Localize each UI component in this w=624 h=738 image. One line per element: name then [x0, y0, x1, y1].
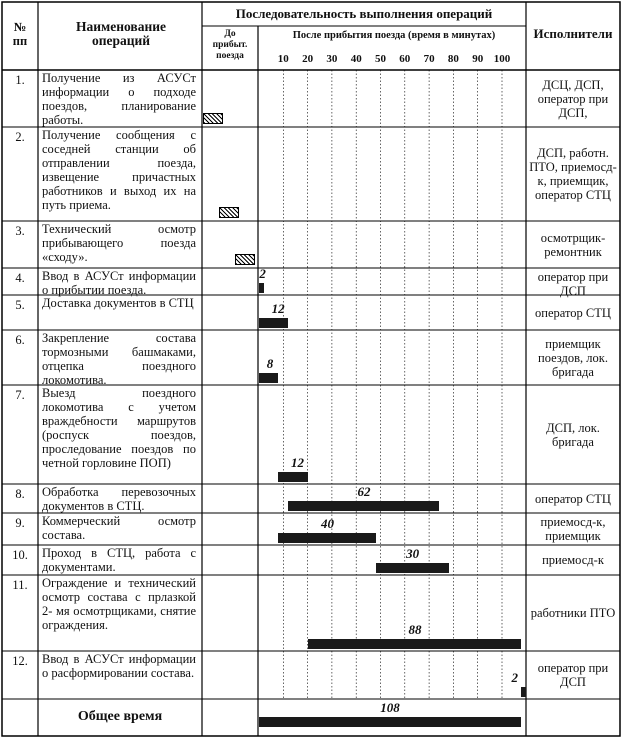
tick-label: 80 — [447, 53, 459, 65]
gantt-bar — [259, 373, 278, 383]
row-number: 8. — [15, 487, 25, 501]
header-sequence: Последовательность выполнения операций — [235, 6, 493, 21]
operation-name: Выезд поездного локомотива с учетом враждебности маршрутов (роспуск поездов, проследование поездов по четной горловине ПОП) — [42, 386, 196, 470]
operation-name: Доставка документов в СТЦ — [42, 296, 194, 310]
gantt-bar — [278, 533, 375, 543]
gantt-bar — [288, 501, 439, 511]
operation-name: Проход в СТЦ, работа с документами. — [42, 546, 196, 574]
row-number: 10. — [12, 548, 28, 562]
pre-arrival-bar — [235, 254, 255, 265]
operation-name: Ввод в АСУСт информации о прибытии поезда. — [42, 269, 196, 297]
gantt-bar — [259, 318, 288, 328]
header-executors: Исполнители — [533, 26, 613, 41]
gantt-bar — [521, 687, 526, 697]
operation-name: Коммерческий осмотр состава. — [42, 514, 196, 542]
operation-name: Обработка перевозочных документов в СТЦ. — [42, 485, 196, 513]
total-label: Общее время — [77, 709, 163, 724]
tick-label: 70 — [423, 53, 435, 65]
executor: работники ПТО — [530, 606, 616, 620]
tick-label: 10 — [277, 53, 289, 65]
header-number: № пп — [12, 20, 28, 48]
tick-label: 90 — [472, 53, 484, 65]
tick-label: 60 — [399, 53, 411, 65]
operation-name: Получение из АСУСт информации о подходе поездов, планирование работы. — [42, 71, 196, 127]
executor: оператор СТЦ — [535, 305, 611, 320]
row-number: 12. — [12, 654, 28, 668]
row-number: 3. — [15, 224, 25, 238]
header-name: Наименование операций — [76, 19, 166, 48]
row-number: 1. — [15, 73, 25, 87]
pre-arrival-bar — [203, 113, 223, 124]
executor: оператор при ДСП — [537, 661, 609, 689]
tick-label: 100 — [493, 53, 511, 65]
bar-duration-label: 40 — [321, 516, 335, 531]
executor: приемосд-к — [542, 553, 604, 567]
pre-arrival-bar — [219, 207, 239, 218]
executor: ДСП, лок. бригада — [546, 420, 600, 449]
tick-label: 50 — [375, 53, 386, 65]
executor: приемщик поездов, лок. бригада — [538, 336, 608, 379]
total-bar — [259, 717, 521, 727]
operation-name: Закрепление состава тормозными башмаками, отцепка поездного локомотива. — [42, 331, 196, 387]
row-number: 7. — [15, 388, 25, 402]
header-before-arrival: До прибыт. поезда — [212, 29, 248, 61]
executor: ДСЦ, ДСП, оператор при ДСП, — [537, 77, 609, 120]
tick-label: 30 — [326, 53, 338, 65]
bar-duration-label: 8 — [266, 356, 274, 371]
operation-name: Технический осмотр прибывающего поезда «сходу». — [42, 222, 196, 264]
gantt-bar — [376, 563, 449, 573]
total-value: 108 — [380, 700, 400, 715]
gantt-bar — [278, 472, 307, 482]
tick-label: 20 — [302, 53, 314, 65]
gantt-bar — [308, 639, 522, 649]
row-number: 11. — [12, 578, 28, 592]
bar-duration-label: 30 — [406, 546, 420, 561]
bar-duration-label: 2 — [511, 670, 518, 685]
operation-name: Ограждение и технический осмотр состава с прлазкой 2- мя осмотрщиками, снятие ограждения. — [42, 576, 196, 632]
executor: оператор СТЦ — [535, 491, 611, 506]
row-number: 6. — [15, 333, 25, 347]
bar-duration-label: 12 — [291, 455, 305, 470]
row-number: 9. — [15, 516, 25, 530]
bar-duration-label: 2 — [259, 266, 266, 281]
bar-duration-label: 88 — [408, 622, 422, 637]
gantt-bar — [259, 283, 264, 293]
tick-label: 40 — [350, 53, 362, 65]
operation-name: Получение сообщения с соседней станции об отправлении поезда, извещение причастных работников и выход их на путь приема. — [42, 128, 196, 212]
header-after-arrival: После прибытия поезда (время в минутах) — [292, 30, 496, 41]
executor: ДСП, работн. ПТО, приемосд-к, приемщик, оператор СТЦ — [529, 146, 617, 202]
executor: осмотрщик-ремонтник — [540, 230, 606, 259]
row-number: 5. — [15, 298, 25, 312]
row-number: 4. — [15, 271, 25, 285]
bar-duration-label: 12 — [271, 301, 285, 316]
row-number: 2. — [15, 130, 25, 144]
executor: оператор при ДСП — [537, 270, 609, 298]
operation-name: Ввод в АСУСт информации о расформировании состава. — [42, 652, 196, 680]
bar-duration-label: 62 — [357, 484, 371, 499]
executor: приемосд-к, приемщик — [540, 515, 606, 543]
